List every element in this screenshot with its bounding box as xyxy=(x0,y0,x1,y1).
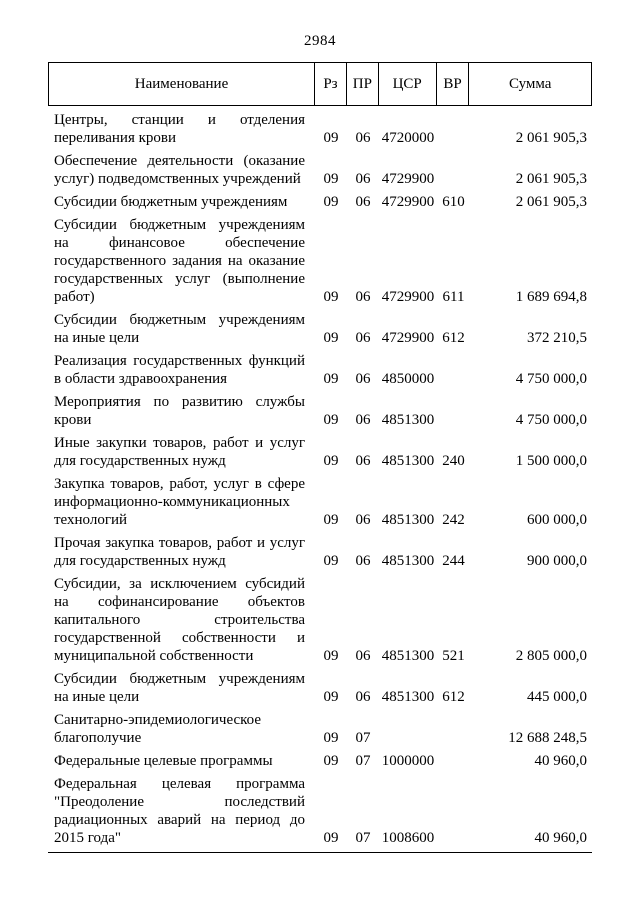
cell-csr: 4729900 xyxy=(381,194,435,210)
cell-csr: 4851300 xyxy=(381,512,435,528)
cell-name: Центры, станции и отделения переливания крови xyxy=(54,112,305,146)
cell-sum: 2 061 905,3 xyxy=(515,194,587,210)
cell-sum: 40 960,0 xyxy=(534,830,587,846)
cell-pr: 06 xyxy=(355,289,371,305)
cell-rz: 09 xyxy=(323,194,339,210)
cell-sum: 4 750 000,0 xyxy=(515,412,587,428)
cell-vr: 612 xyxy=(442,689,465,705)
cell-name: Субсидии бюджетным учреждениям на иные цели xyxy=(54,312,305,346)
cell-rz: 09 xyxy=(323,371,339,387)
cell-rz: 09 xyxy=(323,453,339,469)
cell-rz: 09 xyxy=(323,689,339,705)
cell-name: Субсидии, за исключением субсидий на софинансирование объектов капитального строительства государственной собственности и муниципальной собственности xyxy=(54,576,305,664)
cell-name: Субсидии бюджетным учреждениям на финансовое обеспечение государственного задания на оказание государственных услуг (выполнение работ) xyxy=(54,217,305,305)
cell-rz: 09 xyxy=(323,330,339,346)
page-number: 2984 xyxy=(304,33,336,49)
header-pr: ПР xyxy=(347,63,379,105)
cell-rz: 09 xyxy=(323,289,339,305)
cell-pr: 06 xyxy=(355,171,371,187)
table-row xyxy=(48,216,592,306)
cell-sum: 1 500 000,0 xyxy=(515,453,587,469)
header-vr: ВР xyxy=(437,63,470,105)
cell-vr: 242 xyxy=(442,512,465,528)
table-row xyxy=(48,193,592,211)
table-row xyxy=(48,711,592,747)
cell-name: Субсидии бюджетным учреждениям на иные цели xyxy=(54,671,305,705)
header-rz: Рз xyxy=(315,63,347,105)
cell-name: Субсидии бюджетным учреждениям xyxy=(54,194,288,210)
cell-rz: 09 xyxy=(323,171,339,187)
cell-pr: 06 xyxy=(355,412,371,428)
cell-name: Иные закупки товаров, работ и услуг для государственных нужд xyxy=(54,435,305,469)
cell-sum: 372 210,5 xyxy=(527,330,587,346)
table-row xyxy=(48,352,592,388)
cell-csr: 4729900 xyxy=(381,171,435,187)
cell-csr: 4720000 xyxy=(381,130,435,146)
table-row xyxy=(48,311,592,347)
cell-sum: 1 689 694,8 xyxy=(515,289,587,305)
cell-vr: 521 xyxy=(442,648,465,664)
cell-sum: 2 061 905,3 xyxy=(515,130,587,146)
table-row xyxy=(48,752,592,770)
table-row xyxy=(48,775,592,847)
cell-csr: 4851300 xyxy=(381,553,435,569)
header-csr: ЦСР xyxy=(379,63,437,105)
cell-vr: 612 xyxy=(442,330,465,346)
cell-csr: 4851300 xyxy=(381,453,435,469)
cell-pr: 06 xyxy=(355,330,371,346)
cell-pr: 06 xyxy=(355,512,371,528)
cell-pr: 06 xyxy=(355,371,371,387)
cell-rz: 09 xyxy=(323,130,339,146)
cell-name: Санитарно-эпидемиологическое благополучие xyxy=(54,712,262,746)
cell-csr: 4850000 xyxy=(381,371,435,387)
cell-name: Федеральные целевые программы xyxy=(54,753,273,769)
cell-csr: 4851300 xyxy=(381,648,435,664)
cell-name: Реализация государственных функций в области здравоохранения xyxy=(54,353,305,387)
cell-sum: 2 805 000,0 xyxy=(515,648,587,664)
cell-csr: 4729900 xyxy=(381,289,435,305)
cell-csr: 4851300 xyxy=(381,412,435,428)
cell-vr: 611 xyxy=(442,289,465,305)
cell-rz: 09 xyxy=(323,553,339,569)
cell-rz: 09 xyxy=(323,730,339,746)
cell-sum: 600 000,0 xyxy=(527,512,587,528)
cell-name: Обеспечение деятельности (оказание услуг) подведомственных учреждений xyxy=(54,153,305,187)
cell-sum: 445 000,0 xyxy=(527,689,587,705)
cell-rz: 09 xyxy=(323,412,339,428)
cell-vr: 610 xyxy=(442,194,465,210)
cell-rz: 09 xyxy=(323,830,339,846)
cell-csr: 4851300 xyxy=(381,689,435,705)
cell-pr: 06 xyxy=(355,130,371,146)
table-row xyxy=(48,534,592,570)
cell-pr: 07 xyxy=(355,830,371,846)
cell-csr: 4729900 xyxy=(381,330,435,346)
cell-pr: 06 xyxy=(355,553,371,569)
cell-vr: 240 xyxy=(442,453,465,469)
table-body xyxy=(48,111,592,853)
table-row xyxy=(48,111,592,147)
cell-sum: 900 000,0 xyxy=(527,553,587,569)
cell-csr: 1000000 xyxy=(381,753,435,769)
cell-rz: 09 xyxy=(323,648,339,664)
cell-pr: 07 xyxy=(355,730,371,746)
budget-table xyxy=(48,62,592,853)
table-row xyxy=(48,670,592,706)
table-row xyxy=(48,434,592,470)
header-name: Наименование xyxy=(49,63,315,105)
cell-pr: 07 xyxy=(355,753,371,769)
table-row xyxy=(48,152,592,188)
cell-sum: 4 750 000,0 xyxy=(515,371,587,387)
cell-name: Федеральная целевая программа "Преодоление последствий радиационных аварий на период до 2015 года" xyxy=(54,776,305,846)
cell-name: Мероприятия по развитию службы крови xyxy=(54,394,305,428)
cell-pr: 06 xyxy=(355,194,371,210)
cell-pr: 06 xyxy=(355,689,371,705)
cell-rz: 09 xyxy=(323,753,339,769)
table-header xyxy=(48,62,592,106)
table-row xyxy=(48,393,592,429)
header-sum: Сумма xyxy=(508,75,552,92)
cell-vr: 244 xyxy=(442,553,465,569)
cell-pr: 06 xyxy=(355,648,371,664)
cell-sum: 2 061 905,3 xyxy=(515,171,587,187)
cell-csr: 1008600 xyxy=(381,830,435,846)
table-row xyxy=(48,575,592,665)
cell-name: Прочая закупка товаров, работ и услуг для государственных нужд xyxy=(54,535,305,569)
cell-pr: 06 xyxy=(355,453,371,469)
table-row xyxy=(48,475,592,529)
cell-rz: 09 xyxy=(323,512,339,528)
cell-sum: 12 688 248,5 xyxy=(508,730,587,746)
cell-sum: 40 960,0 xyxy=(534,753,587,769)
cell-name: Закупка товаров, работ, услуг в сфере информационно-коммуникационных технологий xyxy=(54,476,305,528)
